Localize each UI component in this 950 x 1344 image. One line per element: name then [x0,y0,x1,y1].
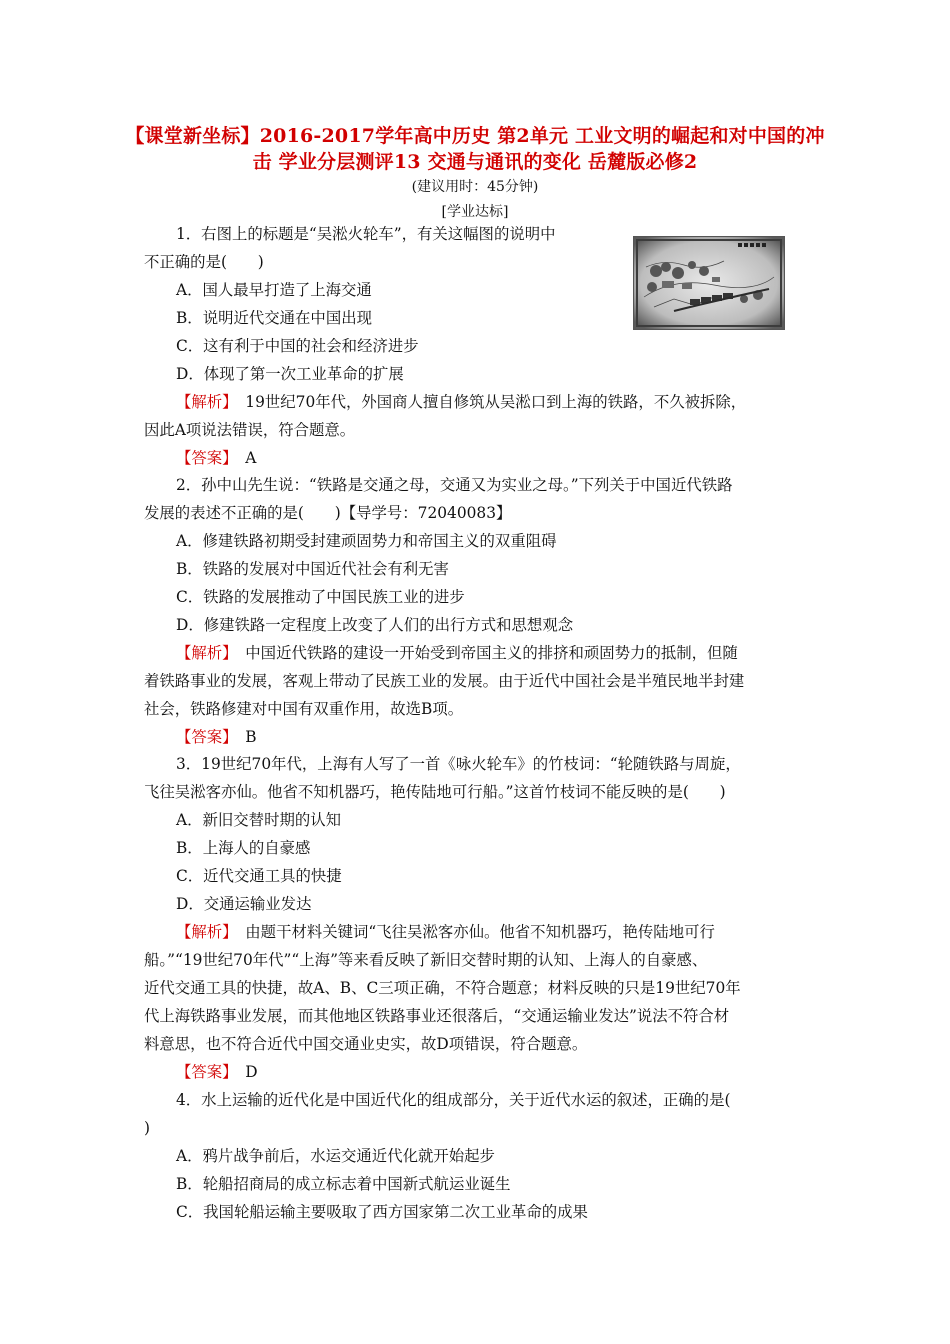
q4-stem-line-1: 4．水上运输的近代化是中国近代化的组成部分，关于近代水运的叙述，正确的是( [176,1091,731,1109]
q1-analysis-line-2: 因此A项说法错误，符合题意。 [144,421,356,439]
q2-stem-line-2: 发展的表述不正确的是( )【导学号：72040083】 [144,504,512,522]
q3-answer-value: D [245,1063,258,1081]
q2-answer [176,727,257,747]
q3-analysis-line-3: 近代交通工具的快捷，故A、B、C三项正确，不符合题意；材料反映的只是19世纪70年 [144,979,741,997]
q2-analysis-label: 【解析】 [176,644,230,662]
q1-stem-line-2: 不正确的是( ) [144,253,264,271]
q4-stem-line-2: ) [144,1119,151,1137]
q3-analysis-label: 【解析】 [176,923,230,941]
q3-option-c: C．近代交通工具的快捷 [176,867,342,885]
section-heading: [学业达标] [441,204,509,220]
time-note: (建议用时：45分钟) [411,179,539,195]
wusong-train-picture [634,237,784,329]
q1-analysis-text-1: 19世纪70年代，外国商人擅自修筑从吴淞口到上海的铁路，不久被拆除， [245,393,747,411]
q1-option-c: C．这有利于中国的社会和经济进步 [176,337,419,355]
q1-option-b: B．说明近代交通在中国出现 [176,309,372,327]
q2-analysis-line-1 [176,643,738,663]
q3-answer-label: 【答案】 [176,1063,230,1081]
q2-answer-label: 【答案】 [176,728,230,746]
q3-analysis-line-2: 船。”“19世纪70年代”“上海”等来看反映了新旧交替时期的认知、上海人的自豪感、 [144,951,708,969]
q3-answer [176,1062,258,1082]
q2-option-b: B．铁路的发展对中国近代社会有利无害 [176,560,449,578]
q2-option-c: C．铁路的发展推动了中国民族工业的进步 [176,588,465,606]
q2-analysis-line-2: 着铁路事业的发展，客观上带动了民族工业的发展。由于近代中国社会是半殖民地半封建 [144,672,745,690]
q2-analysis-text-1: 中国近代铁路的建设一开始受到帝国主义的排挤和顽固势力的抵制，但随 [245,644,738,662]
q3-stem-line-2: 飞往吴淞客亦仙。他省不知机器巧，艳传陆地可行船。”这首竹枝词不能反映的是( ) [144,783,726,801]
document-title: 【课堂新坐标】2016-2017学年高中历史 第2单元 工业文明的崛起和对中国的冲击 学业分层测评13 交通与通讯的变化 岳麓版必修2 [125,125,825,173]
q1-answer-label: 【答案】 [176,449,230,467]
q2-option-d: D．修建铁路一定程度上改变了人们的出行方式和思想观念 [176,616,574,634]
q1-option-d: D．体现了第一次工业革命的扩展 [176,365,404,383]
q4-option-c: C．我国轮船运输主要吸取了西方国家第二次工业革命的成果 [176,1203,588,1221]
q3-option-b: B．上海人的自豪感 [176,839,311,857]
q3-option-d: D．交通运输业发达 [176,895,312,913]
q4-option-b: B．轮船招商局的成立标志着中国新式航运业诞生 [176,1175,511,1193]
q4-option-a: A．鸦片战争前后，水运交通近代化就开始起步 [176,1147,495,1165]
q1-option-a: A．国人最早打造了上海交通 [176,281,372,299]
q3-analysis-line-4: 代上海铁路事业发展，而其他地区铁路事业还很落后，“交通运输业发达”说法不符合材 [144,1007,730,1025]
q2-stem-line-1: 2．孙中山先生说：“铁路是交通之母，交通又为实业之母。”下列关于中国近代铁路 [176,476,733,494]
q1-analysis-line-1 [176,392,746,412]
q2-answer-value: B [245,728,257,746]
q1-answer [176,448,256,468]
q3-option-a: A．新旧交替时期的认知 [176,811,342,829]
q2-analysis-line-3: 社会，铁路修建对中国有双重作用，故选B项。 [144,700,464,718]
wusong-train-illustration [633,236,785,330]
q1-analysis-label: 【解析】 [176,393,230,411]
q3-analysis-line-1 [176,922,715,942]
q3-stem-line-1: 3．19世纪70年代，上海有人写了一首《咏火轮车》的竹枝词：“轮随铁路与周旋， [176,755,741,773]
q3-analysis-text-1: 由题干材料关键词“飞往吴淞客亦仙。他省不知机器巧，艳传陆地可行 [245,923,715,941]
q2-option-a: A．修建铁路初期受封建顽固势力和帝国主义的双重阻碍 [176,532,557,550]
q3-analysis-line-5: 料意思，也不符合近代中国交通业史实，故D项错误，符合题意。 [144,1035,588,1053]
q1-stem-line-1: 1．右图上的标题是“吴淞火轮车”，有关这幅图的说明中 [176,225,556,243]
q1-answer-value: A [245,449,257,467]
